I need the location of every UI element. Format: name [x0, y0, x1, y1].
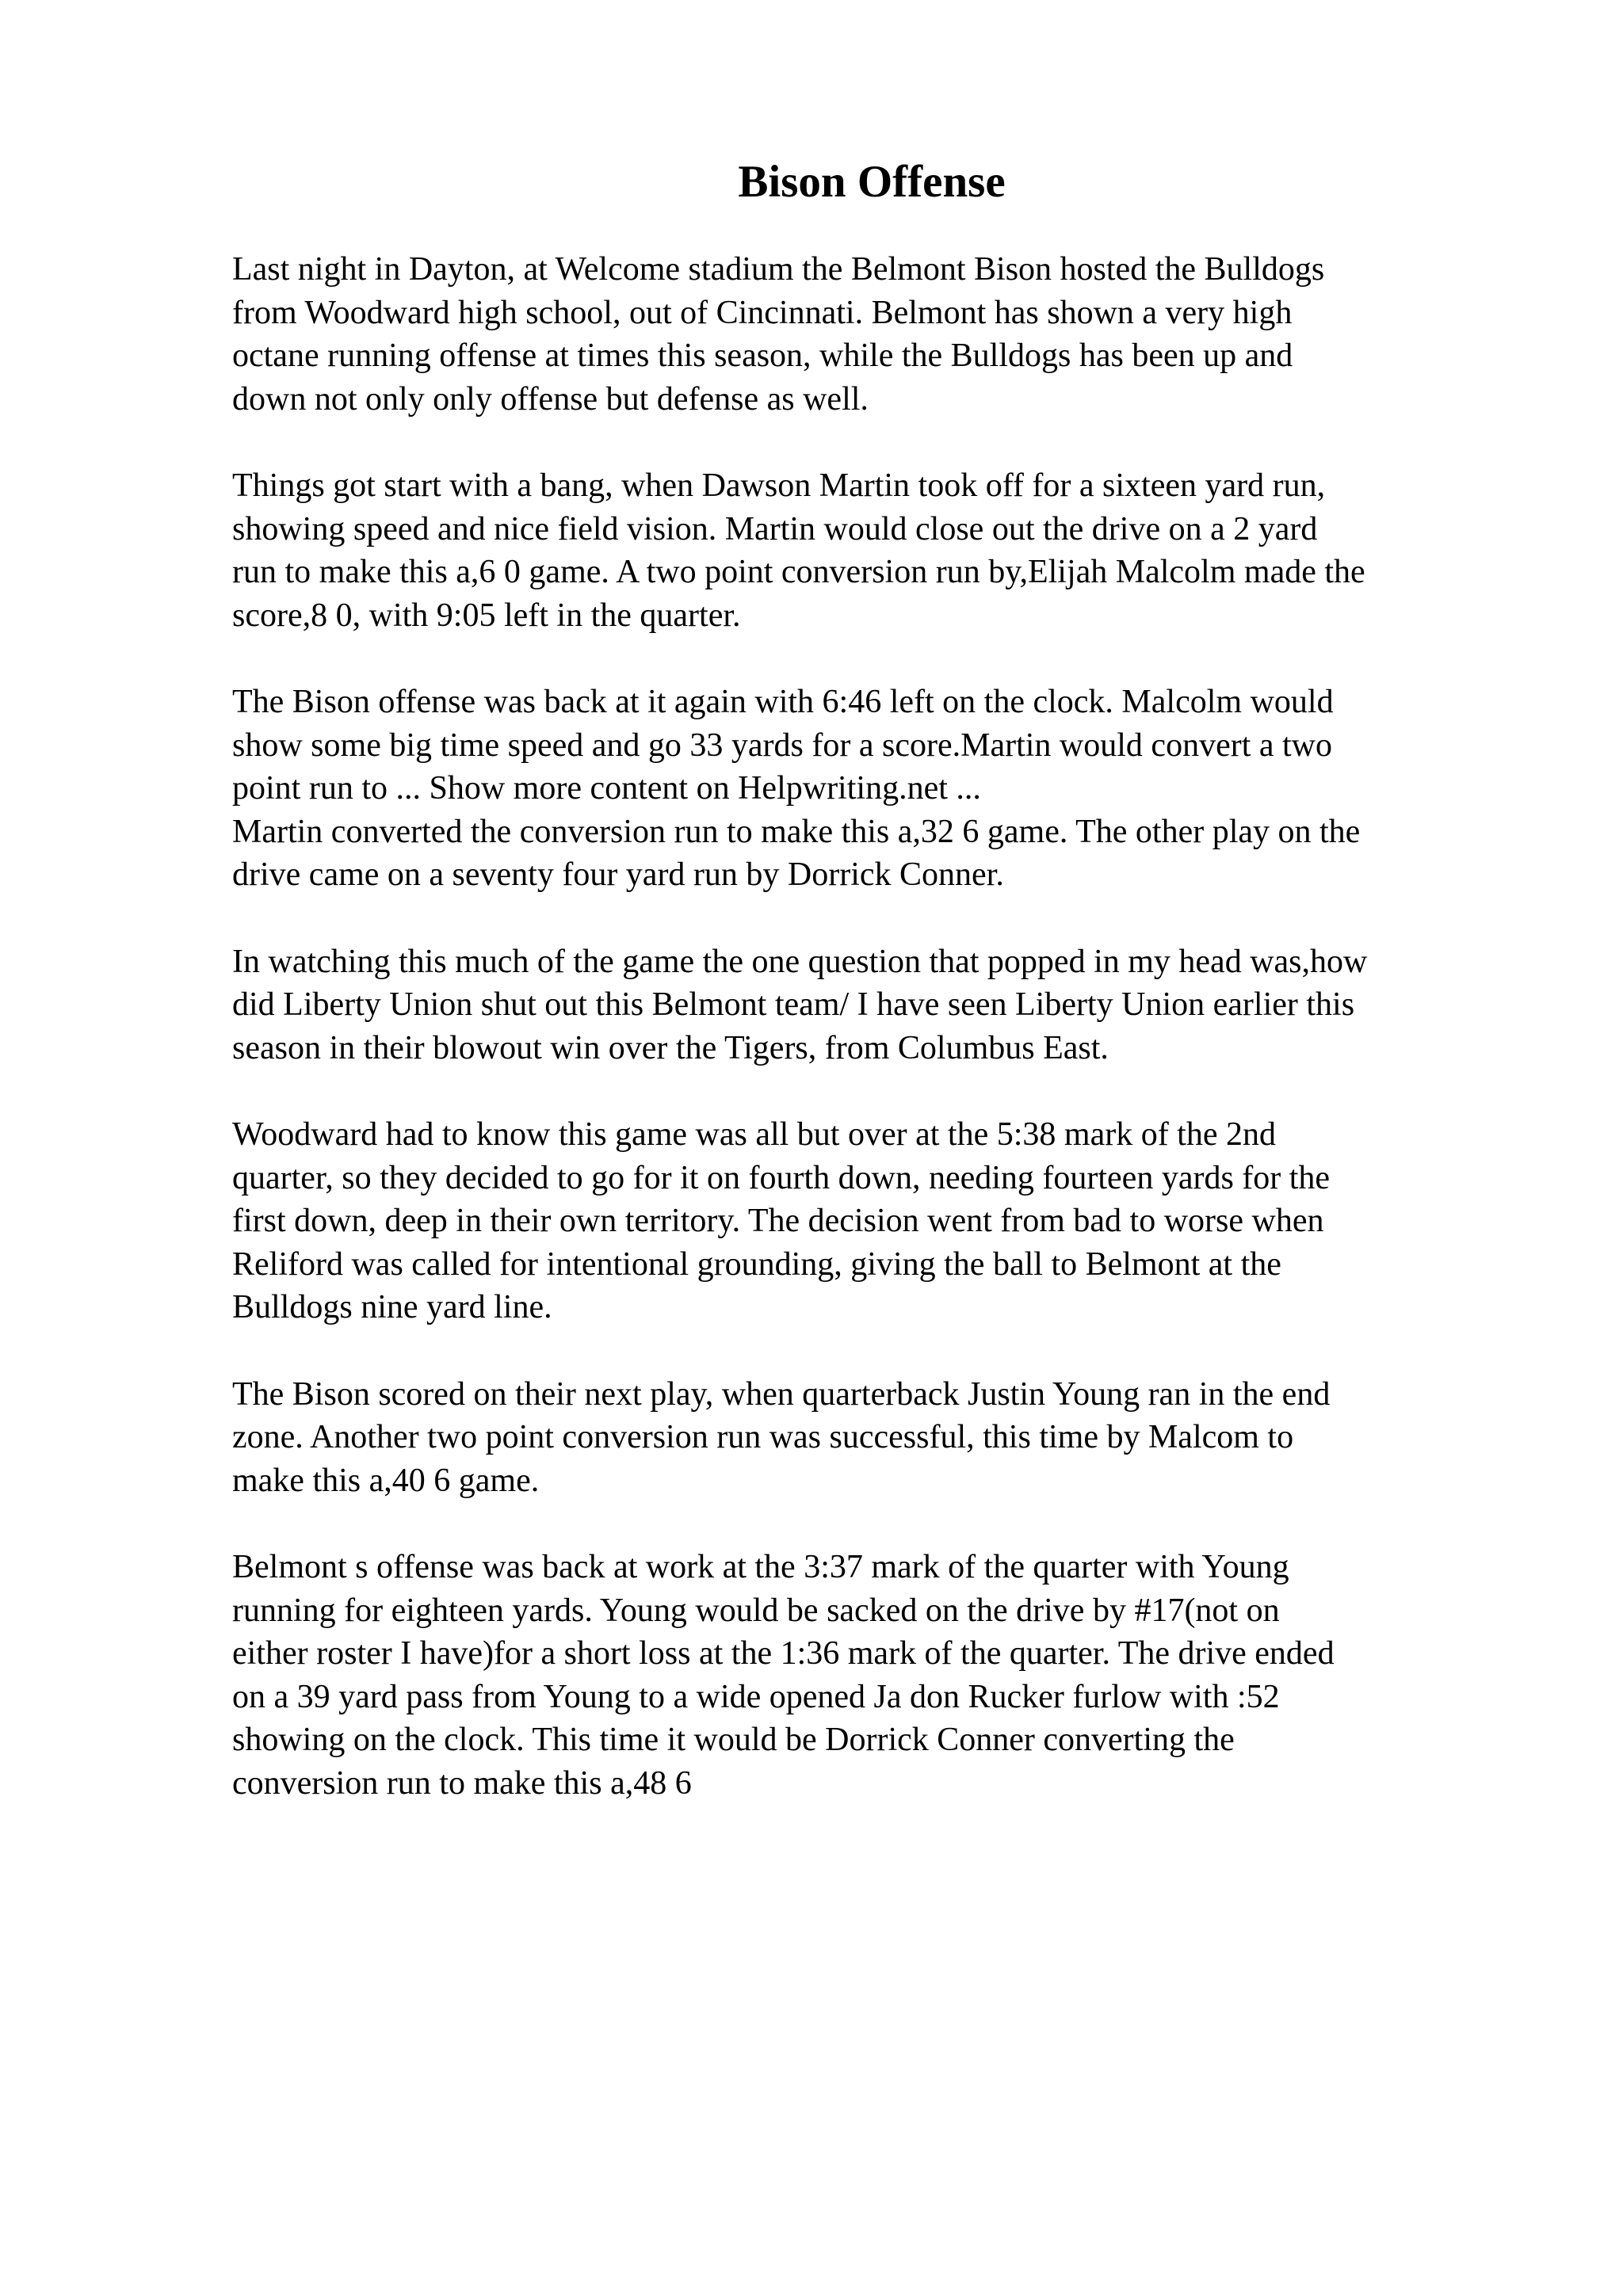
paragraph [232, 940, 1579, 1070]
text-line: either roster I have)for a short loss at the 1:36 mark of the quarter. The drive ended [232, 1635, 1335, 1672]
text-line: Woodward had to know this game was all but over at the 5:38 mark of the 2nd [232, 1116, 1276, 1153]
document-title: Bison Offense [738, 157, 1006, 207]
text-line: Things got start with a bang, when Dawson Martin took off for a sixteen yard run, [232, 467, 1326, 504]
text-line: The Bison scored on their next play, when quarterback Justin Young ran in the end [232, 1375, 1331, 1413]
text-line: drive came on a seventy four yard run by Dorrick Conner. [232, 856, 1004, 893]
paragraph [232, 1113, 1579, 1329]
text-line: running for eighteen yards. Young would be sacked on the drive by #17(not on [232, 1592, 1280, 1629]
text-line: first down, deep in their own territory. The decision went from bad to worse when [232, 1203, 1324, 1239]
text-line: score,8 0, with 9:05 left in the quarter. [232, 597, 741, 634]
paragraph [232, 1546, 1579, 1805]
text-line: showing on the clock. This time it would be Dorrick Conner converting the [232, 1722, 1235, 1758]
text-line: from Woodward high school, out of Cincinnati. Belmont has shown a very high [232, 294, 1293, 331]
text-line: point run to ... Show more content on Helpwriting.net ... [232, 770, 981, 807]
text-line: did Liberty Union shut out this Belmont team/ I have seen Liberty Union earlier this [232, 986, 1355, 1023]
text-line: down not only only offense but defense as well. [232, 380, 869, 418]
text-line: show some big time speed and go 33 yards for a score.Martin would convert a two [232, 727, 1333, 764]
text-line: Last night in Dayton, at Welcome stadium the Belmont Bison hosted the Bulldogs [232, 251, 1325, 288]
text-line: quarter, so they decided to go for it on fourth down, needing fourteen yards for the [232, 1159, 1331, 1196]
paragraph [232, 464, 1579, 637]
text-line: Reliford was called for intentional grounding, giving the ball to Belmont at the [232, 1245, 1281, 1283]
text-line: Martin converted the conversion run to make this a,32 6 game. The other play on the [232, 813, 1361, 850]
text-line: conversion run to make this a,48 6 [232, 1764, 692, 1802]
text-line: The Bison offense was back at it again with 6:46 left on the clock. Malcolm would [232, 684, 1334, 720]
text-line: Bulldogs nine yard line. [232, 1289, 552, 1325]
document-body [232, 248, 1579, 1848]
text-line: on a 39 yard pass from Young to a wide opened Ja don Rucker furlow with :52 [232, 1678, 1280, 1715]
text-line: In watching this much of the game the one question that popped in my head was,how [232, 943, 1368, 980]
paragraph [232, 248, 1579, 421]
text-line: Belmont s offense was back at work at the 3:37 mark of the quarter with Young [232, 1549, 1289, 1585]
text-line: zone. Another two point conversion run was successful, this time by Malcom to [232, 1419, 1294, 1455]
paragraph [232, 681, 1579, 897]
paragraph [232, 1373, 1579, 1503]
text-line: octane running offense at times this season, while the Bulldogs has been up and [232, 338, 1293, 374]
text-line: run to make this a,6 0 game. A two point conversion run by,Elijah Malcolm made the [232, 554, 1365, 590]
text-line: season in their blowout win over the Tigers, from Columbus East. [232, 1029, 1109, 1066]
text-line: make this a,40 6 game. [232, 1462, 540, 1499]
text-line: showing speed and nice field vision. Martin would close out the drive on a 2 yard [232, 510, 1318, 547]
